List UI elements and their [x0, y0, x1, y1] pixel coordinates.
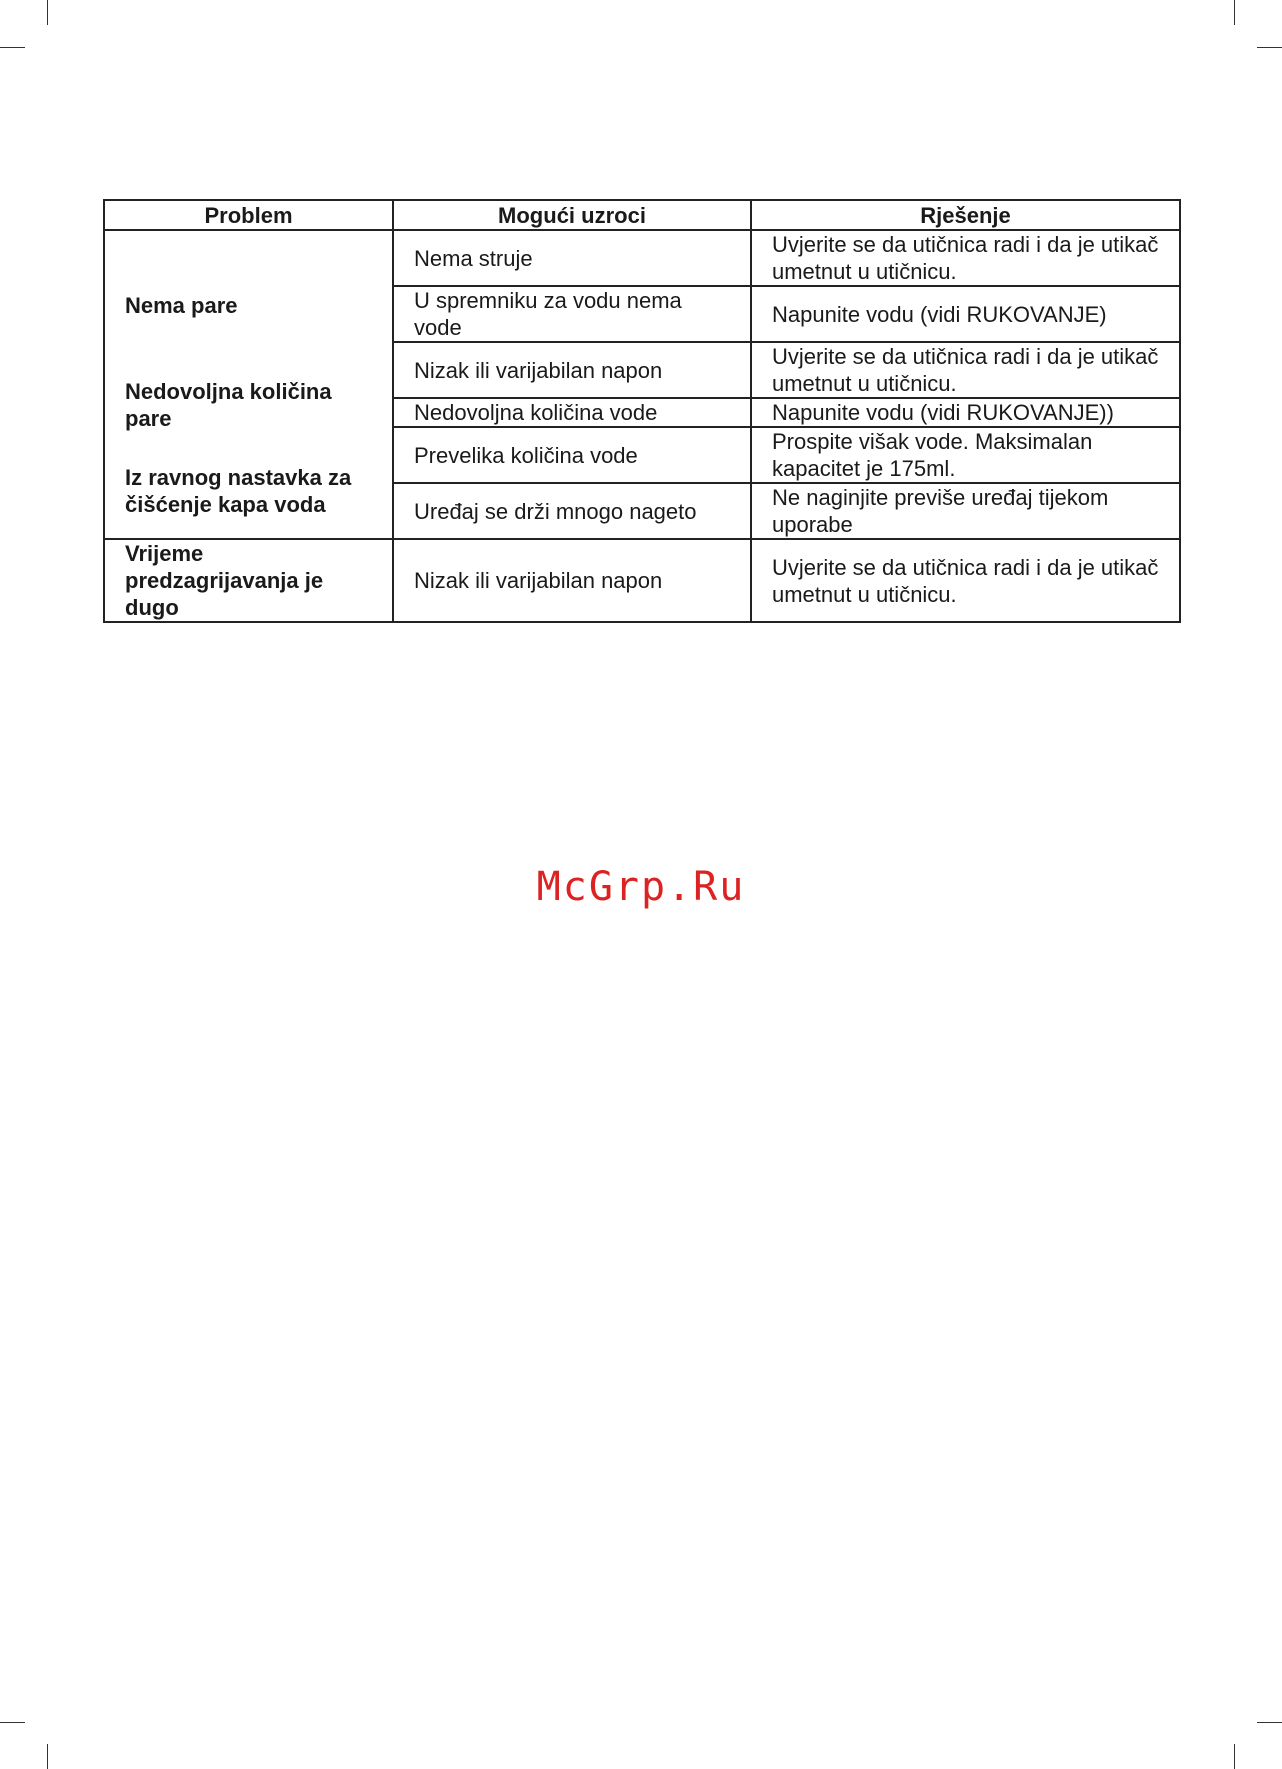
solution-cell: Uvjerite se da utičnica radi i da je utikač umetnut u utičnicu. [751, 230, 1180, 286]
problem-label: Vrijeme predzagrijavanja je dugo [104, 539, 393, 622]
crop-mark [0, 1722, 25, 1723]
solution-cell: Uvjerite se da utičnica radi i da je utikač umetnut u utičnicu. [751, 342, 1180, 398]
header-causes: Mogući uzroci [393, 200, 751, 230]
crop-mark [0, 47, 25, 48]
crop-mark [47, 1744, 48, 1769]
solution-cell: Prospite višak vode. Maksimalan kapacitet je 175ml. [751, 427, 1180, 483]
header-problem: Problem [104, 200, 393, 230]
cause-cell: Prevelika količina vode [393, 427, 751, 483]
crop-mark [47, 0, 48, 25]
solution-cell: Ne naginjite previše uređaj tijekom uporabe [751, 483, 1180, 539]
cause-cell: U spremniku za vodu nema vode [393, 286, 751, 342]
problem-label: Iz ravnog nastavka za čišćenje kapa voda [125, 465, 352, 517]
problem-label: Nema pare [125, 293, 238, 318]
table-row [104, 230, 1180, 286]
troubleshooting-table [103, 199, 1181, 623]
table-row [104, 539, 1180, 622]
crop-mark [1234, 1744, 1235, 1769]
solution-cell: Uvjerite se da utičnica radi i da je utikač umetnut u utičnicu. [751, 539, 1180, 622]
header-solution: Rješenje [751, 200, 1180, 230]
cause-cell: Nedovoljna količina vode [393, 398, 751, 427]
crop-mark [1257, 1722, 1282, 1723]
solution-cell: Napunite vodu (vidi RUKOVANJE)) [751, 398, 1180, 427]
crop-mark [1257, 47, 1282, 48]
problem-label: Nedovoljna količina pare [125, 379, 332, 431]
watermark: McGrp.Ru [536, 864, 746, 910]
cause-cell: Nizak ili varijabilan napon [393, 342, 751, 398]
table-header-row [104, 200, 1180, 230]
cause-cell: Nema struje [393, 230, 751, 286]
solution-cell: Napunite vodu (vidi RUKOVANJE) [751, 286, 1180, 342]
cause-cell: Uređaj se drži mnogo nageto [393, 483, 751, 539]
problem-cell-group [104, 230, 393, 539]
crop-mark [1234, 0, 1235, 25]
cause-cell: Nizak ili varijabilan napon [393, 539, 751, 622]
